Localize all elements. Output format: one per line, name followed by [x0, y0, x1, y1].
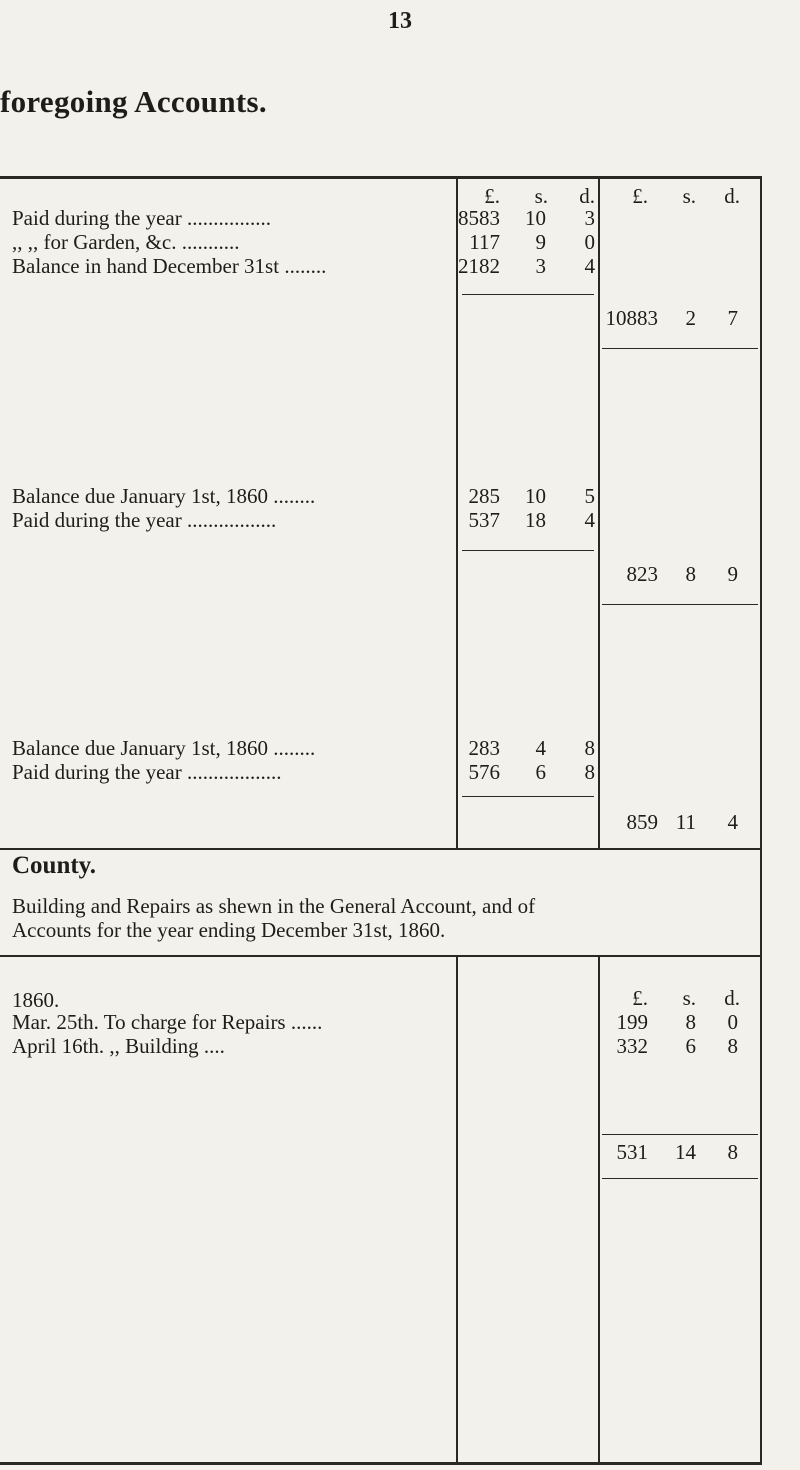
- col-header-pence-right: d.: [724, 184, 740, 208]
- section2-top-rule: [0, 955, 762, 957]
- section2-row2-label: April 16th. ,, Building ....: [12, 1034, 225, 1058]
- group1-total-pounds: 10883: [605, 306, 658, 330]
- group1-total-rule: [602, 348, 758, 349]
- group1-row3-pence: 4: [584, 254, 595, 278]
- table-bottom-rule: [0, 1462, 762, 1465]
- section1-bottom-rule: [0, 848, 762, 850]
- col-header-pounds-right: £.: [632, 184, 648, 208]
- col-header-pounds-mid: £.: [484, 184, 500, 208]
- group1-row3-shillings: 3: [535, 254, 546, 278]
- group3-total-pounds: 859: [626, 810, 658, 834]
- section2-col-header-pence: d.: [724, 986, 740, 1010]
- section2-row1-label: Mar. 25th. To charge for Repairs ......: [12, 1010, 323, 1034]
- group1-row2-shillings: 9: [535, 230, 546, 254]
- group1-subtotal-rule: [462, 294, 594, 295]
- group2-row1-pounds: 285: [468, 484, 500, 508]
- group3-row1-pence: 8: [584, 736, 595, 760]
- group3-total-pence: 4: [727, 810, 738, 834]
- section2-col-header-pounds: £.: [632, 986, 648, 1010]
- page-heading: foregoing Accounts.: [0, 84, 267, 119]
- section2-row2-pence: 8: [727, 1034, 738, 1058]
- group1-total-shillings: 2: [685, 306, 696, 330]
- group3-row2-pounds: 576: [468, 760, 500, 784]
- group3-row1-label: Balance due January 1st, 1860 ........: [12, 736, 316, 760]
- table-top-rule: [0, 176, 760, 179]
- group2-row1-label: Balance due January 1st, 1860 ........: [12, 484, 316, 508]
- col-header-pence-mid: d.: [579, 184, 595, 208]
- group3-row1-shillings: 4: [535, 736, 546, 760]
- group1-row1-shillings: 10: [525, 206, 546, 230]
- group1-row1-label: Paid during the year ................: [12, 206, 271, 230]
- county-description-line2: Accounts for the year ending December 31st, 1860.: [12, 918, 446, 942]
- group2-total-pounds: 823: [626, 562, 658, 586]
- section2-row1-pence: 0: [727, 1010, 738, 1034]
- group2-total-shillings: 8: [685, 562, 696, 586]
- table-right-edge: [760, 176, 762, 1464]
- group2-total-rule: [602, 604, 758, 605]
- group2-row2-pence: 4: [584, 508, 595, 532]
- section2-row2-shillings: 6: [685, 1034, 696, 1058]
- county-description-line1: Building and Repairs as shewn in the General Account, and of: [12, 894, 536, 918]
- group3-row1-pounds: 283: [468, 736, 500, 760]
- group2-row2-pounds: 537: [468, 508, 500, 532]
- group3-subtotal-rule: [462, 796, 594, 797]
- group1-total-pence: 7: [727, 306, 738, 330]
- group2-row1-pence: 5: [584, 484, 595, 508]
- group1-row3-pounds: 2182: [458, 254, 500, 278]
- section2-row1-pounds: 199: [616, 1010, 648, 1034]
- group3-row2-label: Paid during the year ..................: [12, 760, 282, 784]
- group2-total-pence: 9: [727, 562, 738, 586]
- section2-divider-left: [456, 957, 458, 1464]
- section2-year: 1860.: [12, 988, 60, 1012]
- group1-row3-label: Balance in hand December 31st ........: [12, 254, 327, 278]
- group1-row2-pounds: 117: [469, 230, 500, 254]
- group1-row2-label: ,, ,, for Garden, &c. ...........: [12, 230, 240, 254]
- section2-row2-pounds: 332: [616, 1034, 648, 1058]
- group3-row2-pence: 8: [584, 760, 595, 784]
- section2-total-shillings: 14: [675, 1140, 696, 1164]
- col-header-shillings-mid: s.: [534, 184, 548, 208]
- section2-subtotal-rule: [602, 1134, 758, 1135]
- section2-total-rule: [602, 1178, 758, 1179]
- section2-col-header-shillings: s.: [682, 986, 696, 1010]
- section2-row1-shillings: 8: [685, 1010, 696, 1034]
- group1-row1-pounds: 8583: [458, 206, 500, 230]
- group1-row2-pence: 0: [584, 230, 595, 254]
- section2-total-pounds: 531: [616, 1140, 648, 1164]
- group2-row2-shillings: 18: [525, 508, 546, 532]
- section1-divider-right: [598, 178, 600, 848]
- group1-row1-pence: 3: [584, 206, 595, 230]
- group2-subtotal-rule: [462, 550, 594, 551]
- group3-total-shillings: 11: [675, 810, 696, 834]
- section2-total-pence: 8: [727, 1140, 738, 1164]
- page-number: 13: [388, 8, 412, 34]
- group2-row2-label: Paid during the year .................: [12, 508, 277, 532]
- group3-row2-shillings: 6: [535, 760, 546, 784]
- col-header-shillings-right: s.: [682, 184, 696, 208]
- county-title: County.: [12, 852, 97, 879]
- group2-row1-shillings: 10: [525, 484, 546, 508]
